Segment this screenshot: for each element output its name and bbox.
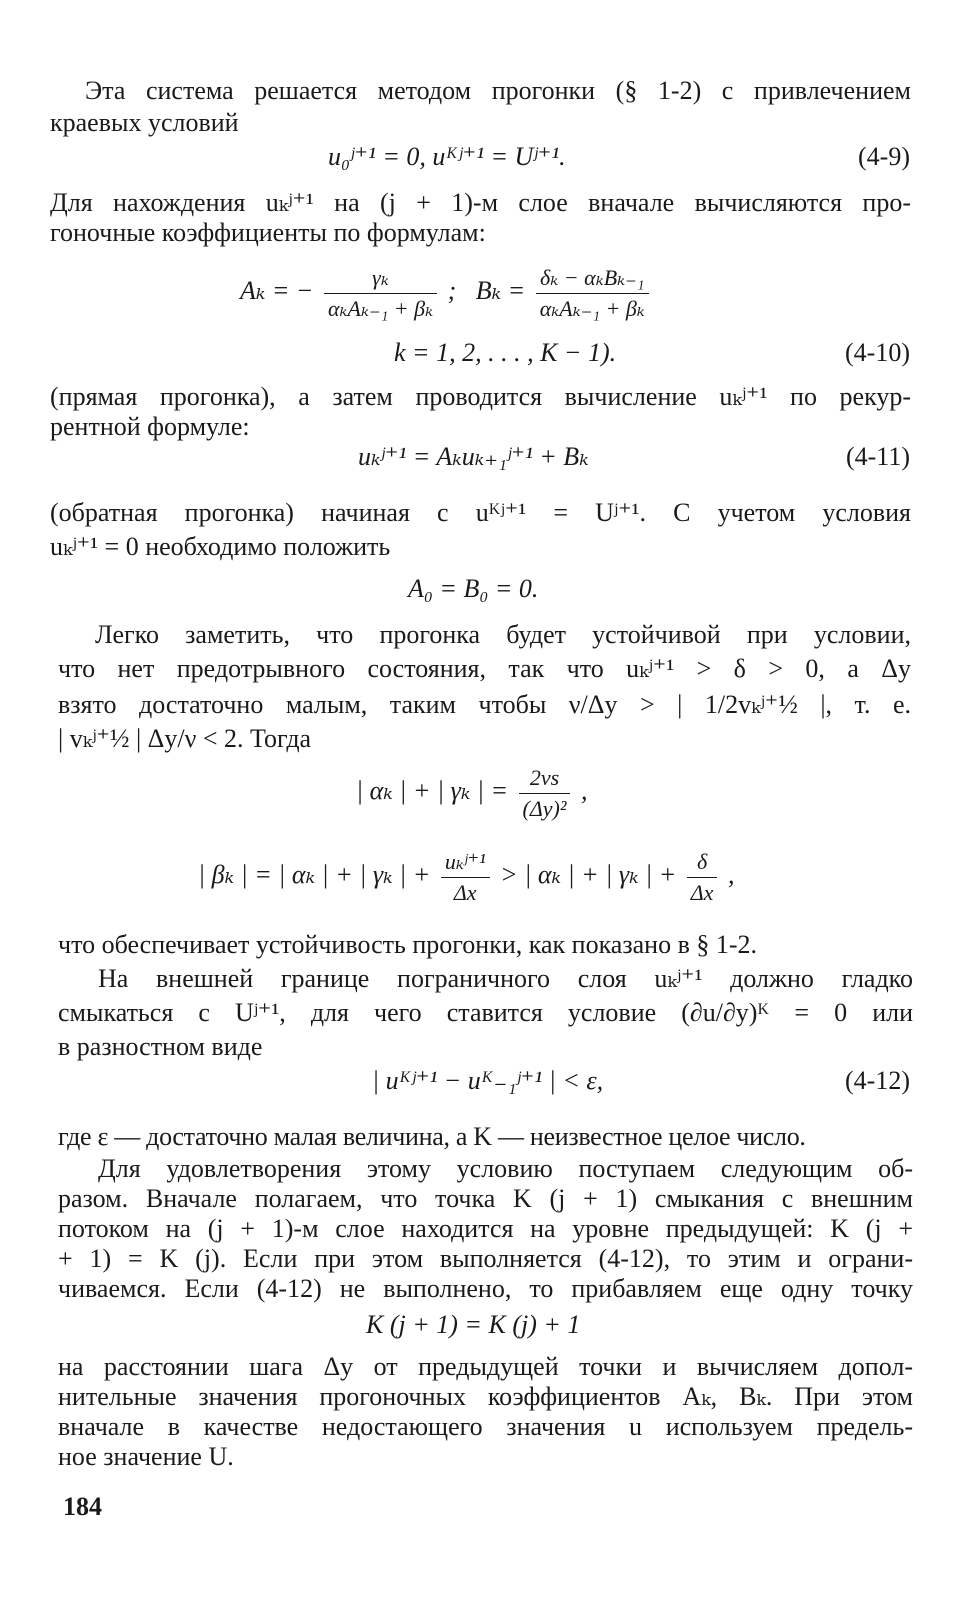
text-line: (прямая прогонка), а затем проводится вычисление uₖʲ⁺¹ по рекур- (50, 382, 911, 411)
text-line: нительные значения прогоночных коэффициентов Aₖ, Bₖ. При этом (58, 1382, 913, 1411)
text-line: рентной формуле: (50, 412, 250, 441)
fraction-numerator: δ (687, 847, 718, 878)
text-line: гоночные коэффициенты по формулам: (50, 218, 486, 247)
fraction (324, 263, 437, 324)
fraction-denominator: αₖAₖ₋₁ + βₖ (327, 295, 434, 321)
fraction-denominator: (Δy)² (522, 795, 567, 821)
text-line: что нет предотрывного состояния, так что uₖʲ⁺¹ > δ > 0, а Δy (58, 654, 911, 683)
text-line: (обратная прогонка) начиная с uᴷʲ⁺¹ = Uʲ⁺¹. С учетом условия (50, 498, 911, 527)
fraction (687, 847, 718, 908)
eq-part: , (727, 860, 735, 889)
eq-part: , (580, 776, 588, 805)
fraction-denominator: Δx (453, 879, 477, 905)
equation-number: (4-11) (845, 442, 910, 471)
page-number: 184 (63, 1492, 102, 1521)
text-line: чиваемся. Если (4-12) не выполнено, то прибавляем еще одну точку (58, 1274, 913, 1303)
text-line: смыкаться с Uʲ⁺¹, для чего ставится условие (∂u/∂y)ᴷ = 0 или (58, 998, 913, 1027)
equation-4-9: u₀ʲ⁺¹ = 0, uᴷʲ⁺¹ = Uʲ⁺¹. (328, 142, 566, 171)
equation-range: k = 1, 2, . . . , K − 1). (394, 338, 617, 367)
text-line: На внешней границе пограничного слоя uₖʲ⁺¹ должно гладко (98, 964, 913, 993)
fraction (536, 263, 649, 324)
equation-k: K (j + 1) = K (j) + 1 (366, 1310, 581, 1339)
text-line: в разностном виде (58, 1032, 263, 1061)
equation-4-10 (240, 256, 653, 326)
text-line: что обеспечивает устойчивость прогонки, как показано в § 1-2. (58, 930, 758, 959)
text-line: вначале в качестве недостающего значения u используем предель- (58, 1412, 913, 1441)
text-line: | vₖʲ⁺½ | Δy/ν < 2. Тогда (58, 724, 312, 753)
text-line: + 1) = K (j). Если при этом выполняется (4-12), то этим и ограни- (58, 1244, 913, 1273)
fraction-numerator: 2νs (519, 763, 571, 794)
fraction (441, 847, 490, 908)
equation-4-12: | uᴷʲ⁺¹ − uᴷ₋₁ʲ⁺¹ | < ε, (372, 1066, 604, 1095)
fraction-denominator: αₖAₖ₋₁ + βₖ (539, 295, 645, 321)
eq-part: > | αₖ | + | γₖ | + (500, 860, 677, 889)
text-line: Для удовлетворения этому условию поступаем следующим об- (98, 1154, 913, 1183)
eq-part: ; (447, 276, 457, 305)
text-line: ное значение U. (58, 1442, 234, 1471)
fraction-numerator: uₖʲ⁺¹ (441, 847, 490, 878)
fraction (519, 763, 571, 824)
fraction-numerator: δₖ − αₖBₖ₋₁ (536, 263, 649, 294)
text-line: разом. Вначале полагаем, что точка K (j + 1) смыкания с внешним (58, 1184, 913, 1213)
fraction-numerator: γₖ (324, 263, 437, 294)
text-line: на расстоянии шага Δy от предыдущей точки и вычисляем допол- (58, 1352, 913, 1381)
text-line: краевых условий (50, 108, 239, 137)
eq-part: | αₖ | + | γₖ | = (356, 776, 509, 805)
text-line: потоком на (j + 1)-м слое находится на уровне предыдущей: K (j + (58, 1214, 913, 1243)
equation-number: (4-9) (858, 142, 910, 171)
text-line: Легко заметить, что прогонка будет устойчивой при условии, (95, 620, 911, 649)
equation-a0: A₀ = B₀ = 0. (408, 574, 539, 603)
equation-number: (4-12) (845, 1066, 910, 1095)
equation-number: (4-10) (845, 338, 910, 367)
equation-4-11: uₖʲ⁺¹ = Aₖuₖ₊₁ʲ⁺¹ + Bₖ (358, 442, 589, 471)
eq-part: Aₖ = − (240, 276, 314, 305)
equation-beta (198, 840, 734, 910)
eq-part: Bₖ = (475, 276, 526, 305)
fraction-denominator: Δx (690, 879, 714, 905)
eq-part: | βₖ | = | αₖ | + | γₖ | + (198, 860, 431, 889)
text-line: uₖʲ⁺¹ = 0 необходимо положить (50, 532, 391, 561)
equation-alpha-gamma (356, 756, 587, 826)
text-line: где ε — достаточно малая величина, а K — неизвестное целое число. (58, 1122, 806, 1151)
text-line: Для нахождения uₖʲ⁺¹ на (j + 1)-м слое вначале вычисляются про- (50, 188, 911, 217)
text-line: Эта система решается методом прогонки (§ 1-2) с привлечением (85, 76, 911, 105)
text-line: взято достаточно малым, таким чтобы ν/Δy > | 1/2vₖʲ⁺½ |, т. е. (58, 690, 911, 719)
